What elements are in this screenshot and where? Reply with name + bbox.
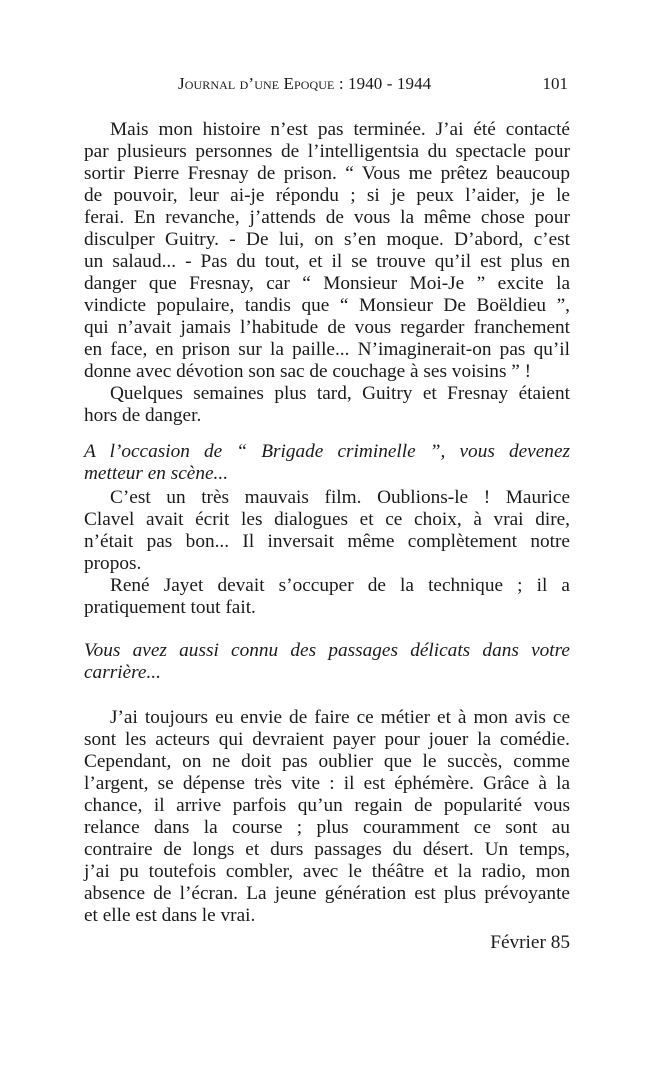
text-line: un salaud... - Pas du tout, et il se trouve qu’il est plus en (84, 251, 570, 272)
text-line: par plusieurs personnes de l’intelligentsia du spectacle pour (84, 141, 570, 162)
text-line: Quelques semaines plus tard, Guitry et Fresnay étaient (110, 383, 570, 404)
interview-question (84, 640, 570, 684)
text-line: relance dans la course ; plus couramment ce sont au (84, 817, 570, 838)
text-line: et elle est dans le vrai. (84, 905, 256, 926)
text-line: hors de danger. (84, 405, 202, 426)
text-line: Mais mon histoire n’est pas terminée. J’ai été contacté (110, 119, 570, 140)
text-line: C’est un très mauvais film. Oublions-le ! Maurice (110, 487, 570, 508)
text-line: pratiquement tout fait. (84, 597, 256, 618)
running-header (84, 74, 570, 98)
text-line: René Jayet devait s’occuper de la technique ; il a (110, 575, 570, 596)
text-line: A l’occasion de “ Brigade criminelle ”, vous devenez (84, 441, 570, 462)
text-line: j’ai pu toutefois combler, avec le théâtre et la radio, mon (84, 861, 570, 882)
text-line: danger que Fresnay, car “ Monsieur Moi-Je ” excite la (84, 273, 570, 294)
text-line: qui n’avait jamais l’habitude de vous regarder franchement (84, 317, 570, 338)
text-line: propos. (84, 553, 142, 574)
text-line: vindicte populaire, tandis que “ Monsieur De Boëldieu ”, (84, 295, 570, 316)
text-line: en face, en prison sur la paille... N’imaginerait-on pas qu’il (84, 339, 570, 360)
text-line: sortir Pierre Fresnay de prison. “ Vous me prêtez beaucoup (84, 163, 570, 184)
text-line: carrière... (84, 662, 161, 683)
text-line: Clavel avait écrit les dialogues et ce choix, à vrai dire, (84, 509, 570, 530)
text-line: l’argent, se dépense très vite : il est éphémère. Grâce à la (84, 773, 570, 794)
text-line: de pouvoir, leur ai-je répondu ; si je peux l’aider, je le (84, 185, 570, 206)
text-line: n’était pas bon... Il inversait même complètement notre (84, 531, 570, 552)
text-line: sont les acteurs qui devraient payer pour jouer la comédie. (84, 729, 570, 750)
text-line: ferai. En revanche, j’attends de vous la même chose pour (84, 207, 570, 228)
interview-question (84, 441, 570, 485)
text-line: absence de l’écran. La jeune génération est plus prévoyante (84, 883, 570, 904)
text-line: disculper Guitry. - De lui, on s’en moque. D’abord, c’est (84, 229, 570, 250)
answer-paragraph (84, 119, 570, 427)
text-line: Vous avez aussi connu des passages délicats dans votre (84, 640, 570, 661)
page-number: 101 (542, 74, 568, 93)
answer-paragraph (84, 707, 570, 927)
running-title: Journal d’une Epoque : 1940 - 1944 (178, 74, 432, 93)
text-line: donne avec dévotion son sac de couchage à ses voisins ” ! (84, 361, 532, 382)
answer-paragraph (84, 487, 570, 619)
text-line: Cependant, on ne doit pas oublier que le succès, comme (84, 751, 570, 772)
text-line: J’ai toujours eu envie de faire ce métier et à mon avis ce (110, 707, 570, 728)
text-line: metteur en scène... (84, 463, 229, 484)
date-signature: Février 85 (490, 932, 570, 953)
text-line: chance, il arrive parfois qu’un regain de popularité vous (84, 795, 570, 816)
text-line: contraire de longs et durs passages du désert. Un temps, (84, 839, 570, 860)
